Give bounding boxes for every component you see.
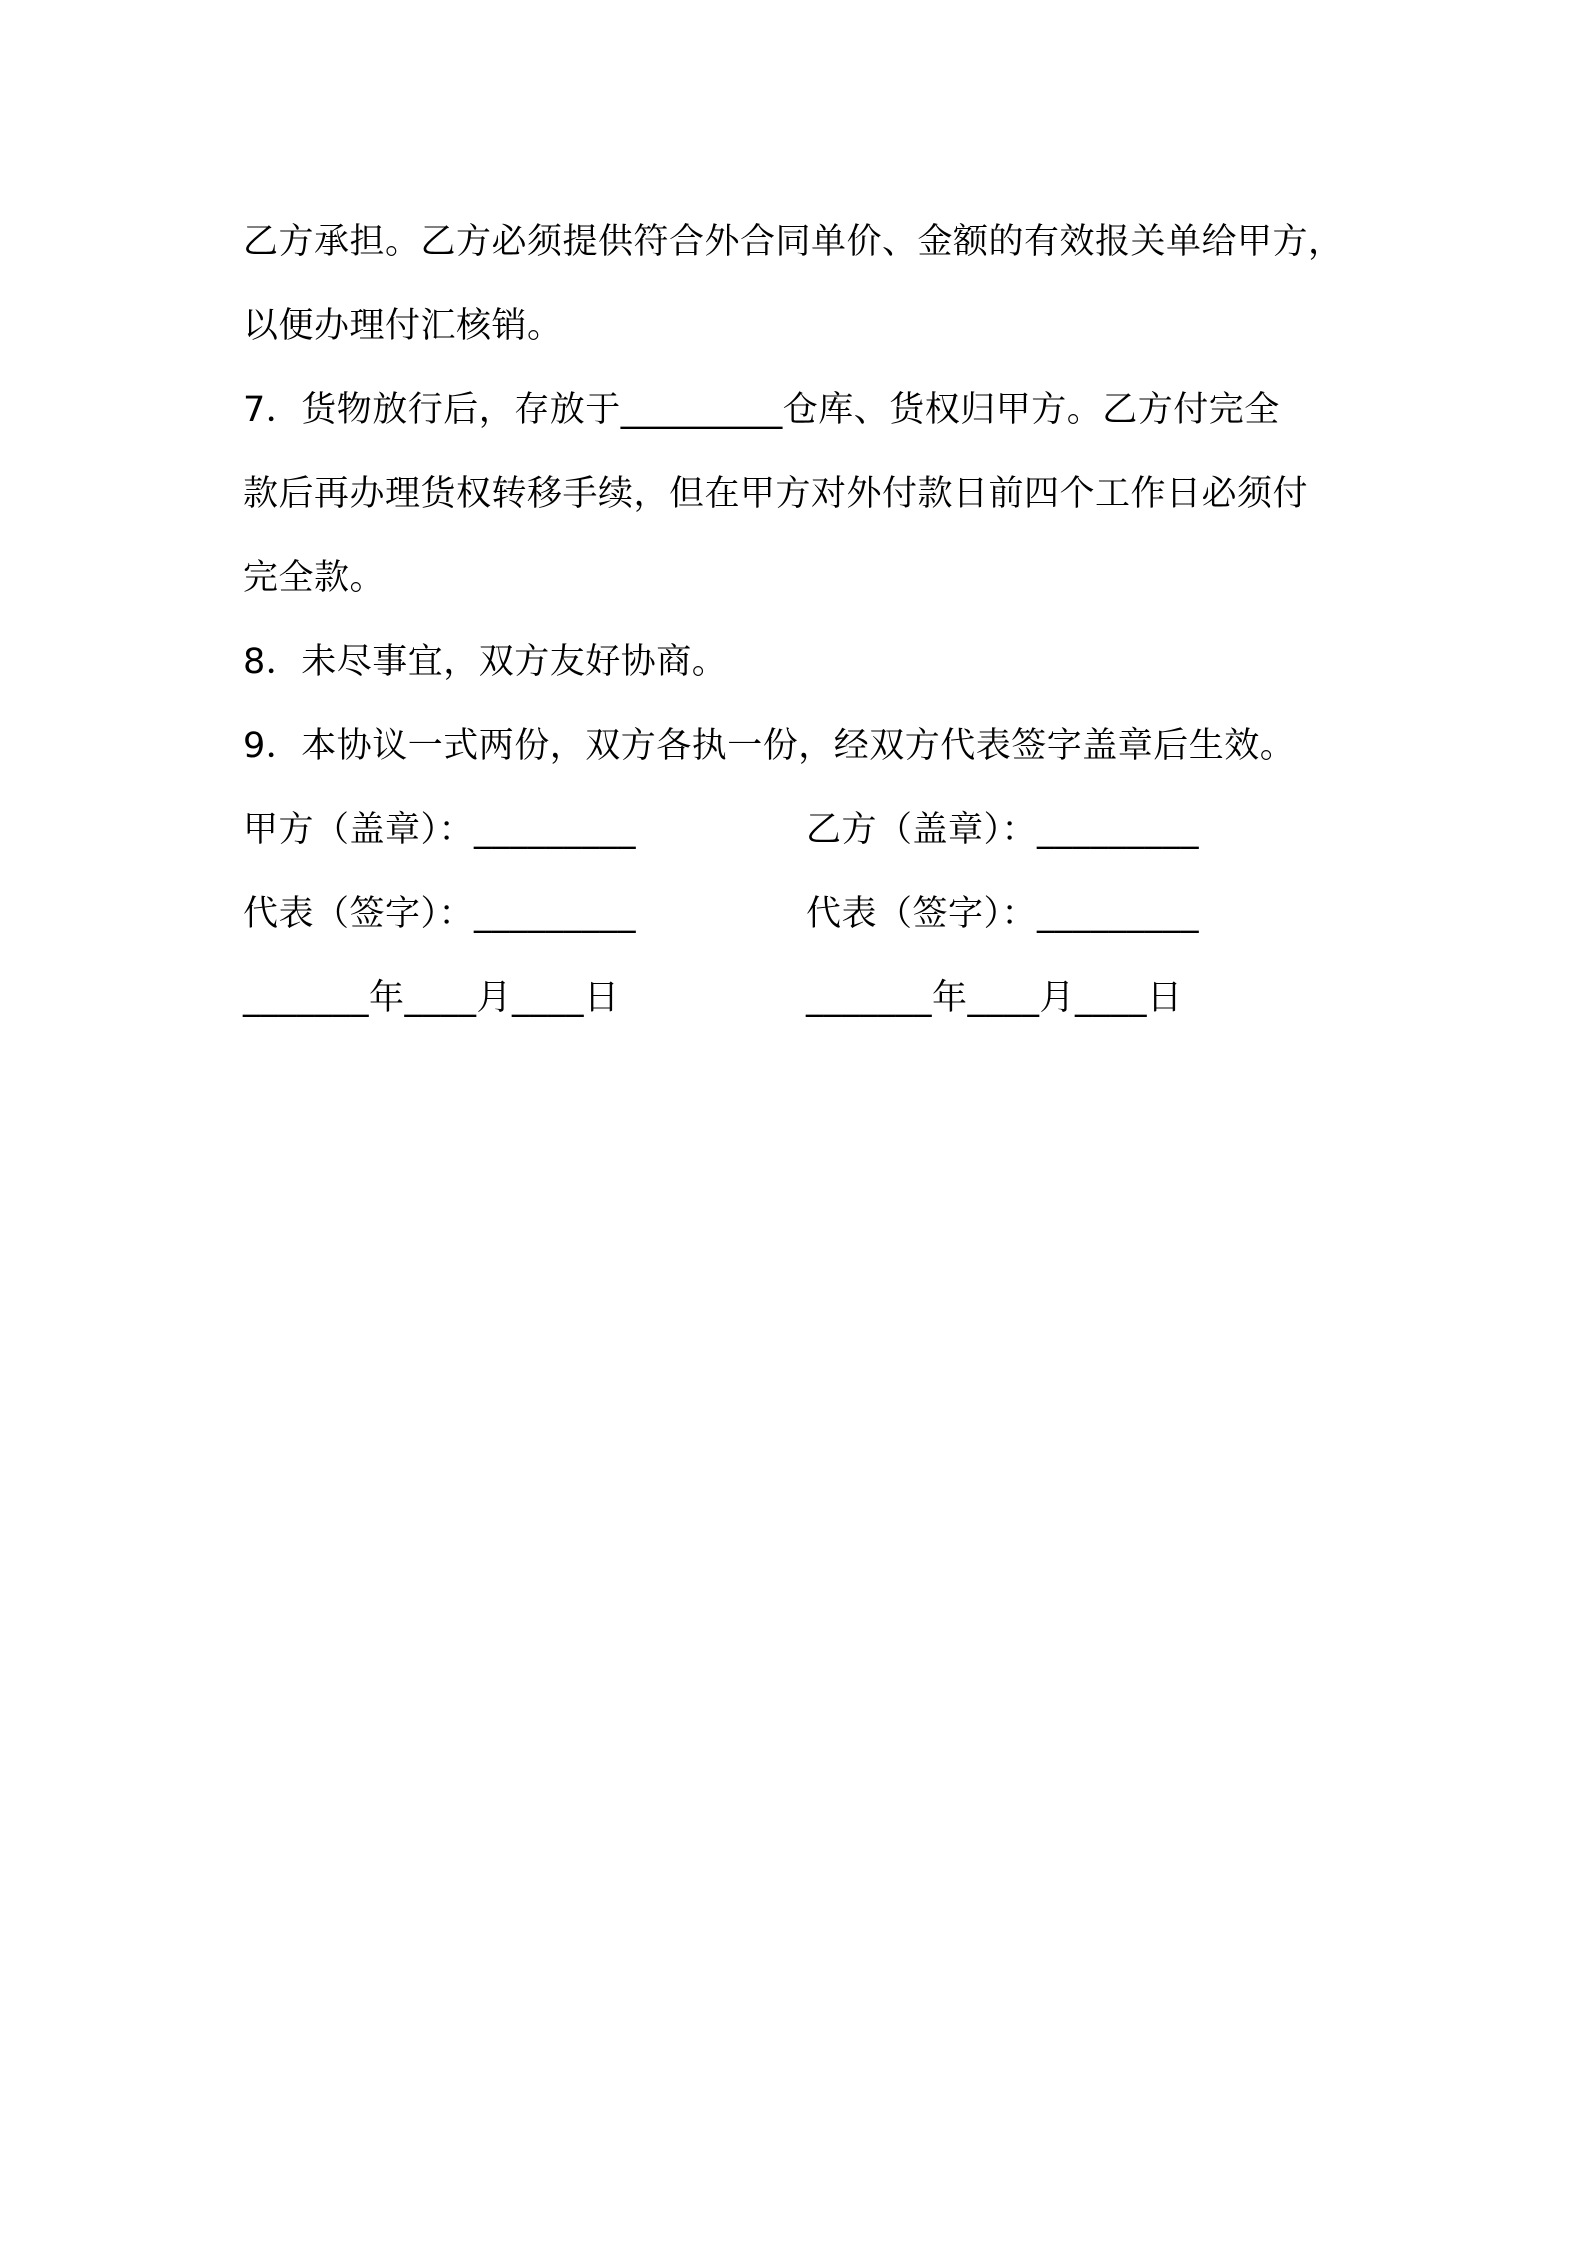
representative-row: [243, 872, 1353, 956]
party-a-seal-field: 甲方（盖章）：_________: [243, 810, 637, 850]
party-a-representative-field: 代表（签字）：_________: [243, 894, 637, 934]
clause-7-line-2: 款后再办理货权转移手续，但在甲方对外付款日前四个工作日必须付: [243, 474, 1309, 514]
clause-7-line-3: 完全款。: [243, 558, 386, 598]
body-line-1: 乙方承担。乙方必须提供符合外合同单价、金额的有效报关单给甲方，: [243, 222, 1344, 262]
party-b-seal-field: 乙方（盖章）：_________: [806, 810, 1200, 850]
document-body: [243, 200, 1353, 1040]
seal-row: [243, 788, 1353, 872]
clause-8: 8．未尽事宜，双方友好协商。: [243, 642, 728, 682]
party-a-date-field: _______年____月____日: [243, 978, 620, 1018]
party-b-representative-field: 代表（签字）：_________: [806, 894, 1200, 934]
party-b-date-field: _______年____月____日: [806, 978, 1183, 1018]
clause-9: 9．本协议一式两份，双方各执一份，经双方代表签字盖章后生效。: [243, 726, 1296, 766]
body-line-2: 以便办理付汇核销。: [243, 306, 563, 346]
date-row: [243, 956, 1353, 1040]
clause-7-line-1: 7．货物放行后，存放于_________仓库、货权归甲方。乙方付完全: [243, 390, 1280, 430]
